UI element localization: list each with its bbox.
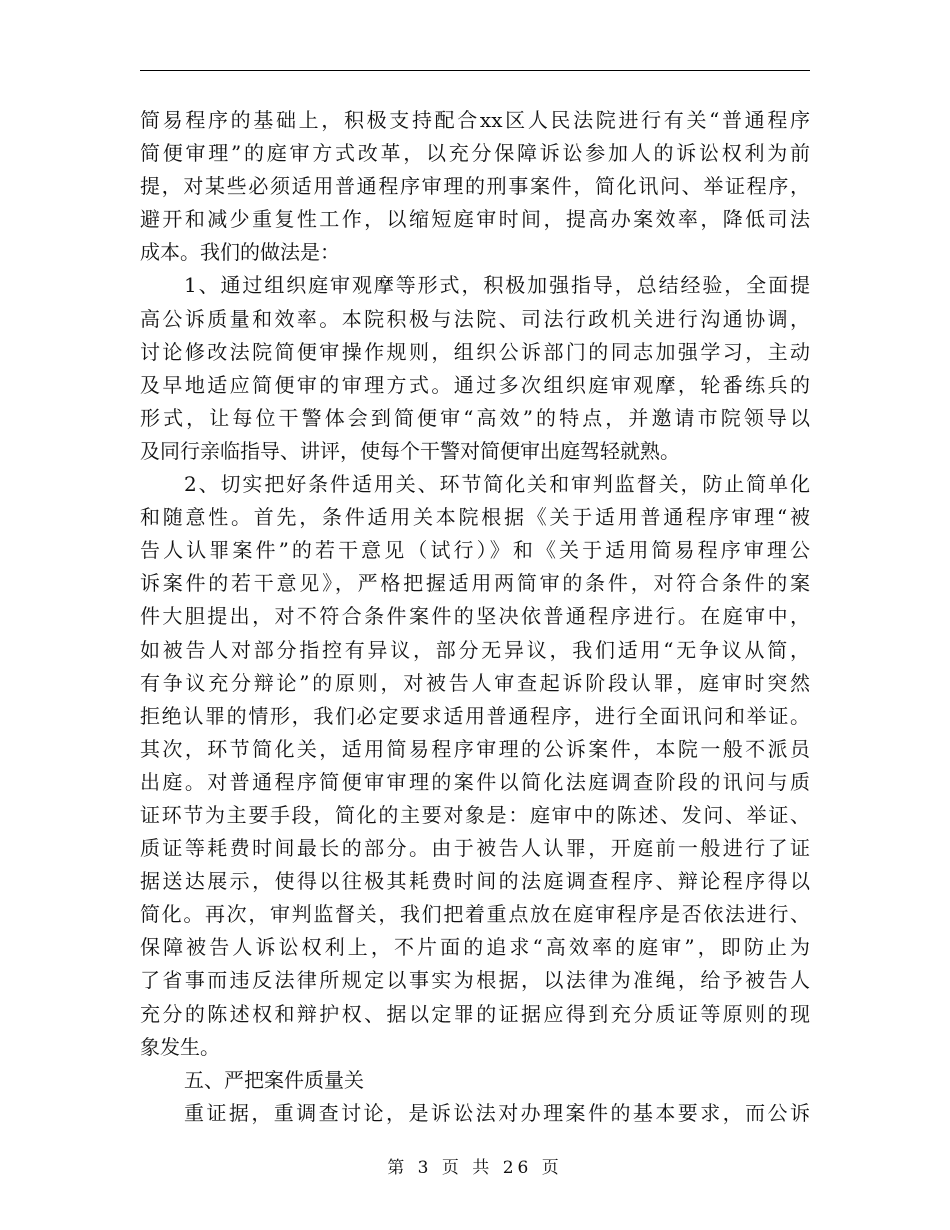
body-text-line: 重证据，重调查讨论，是诉讼法对办理案件的基本要求，而公诉 [184,1100,810,1125]
body-text-line: 质证等耗费时间最长的部分。由于被告人认罪，开庭前一般进行了证 [140,836,810,861]
body-text-line: 充分的陈述权和辩护权、据以定罪的证据应得到充分质证等原则的现 [140,1001,810,1026]
body-text-line: 2、切实把好条件适用关、环节简化关和审判监督关，防止简单化 [184,472,810,497]
body-text-line: 成本。我们的做法是： [140,240,340,265]
body-text-line: 件大胆提出，对不符合条件案件的坚决依普通程序进行。在庭审中， [140,604,810,629]
body-text-line: 和随意性。首先，条件适用关本院根据《关于适用普通程序审理“被 [140,505,810,530]
body-text-line: 及早地适应简便审的审理方式。通过多次组织庭审观摩，轮番练兵的 [140,372,810,397]
body-text-line: 高公诉质量和效率。本院积极与法院、司法行政机关进行沟通协调， [140,306,810,331]
body-text-line: 1、通过组织庭审观摩等形式，积极加强指导，总结经验，全面提 [184,273,810,298]
header-rule [140,70,810,71]
body-text-line: 简便审理”的庭审方式改革，以充分保障诉讼参加人的诉讼权利为前 [140,141,810,166]
body-text-line: 证环节为主要手段，简化的主要对象是：庭审中的陈述、发问、举证、 [140,802,810,827]
body-text-line: 有争议充分辩论”的原则，对被告人审查起诉阶段认罪，庭审时突然 [140,670,810,695]
body-text-line: 避开和减少重复性工作，以缩短庭审时间，提高办案效率，降低司法 [140,207,810,232]
body-text-line: 形式，让每位干警体会到简便审“高效”的特点，并邀请市院领导以 [140,405,810,430]
body-text-line: 诉案件的若干意见》，严格把握适用两简审的条件，对符合条件的案 [140,571,810,596]
body-text-line: 拒绝认罪的情形，我们必定要求适用普通程序，进行全面讯问和举证。 [140,703,810,728]
body-text-line: 提，对某些必须适用普通程序审理的刑事案件，简化讯问、举证程序， [140,174,810,199]
body-text-line: 如被告人对部分指控有异议，部分无异议，我们适用“无争议从简， [140,637,810,662]
body-text-line: 了省事而违反法律所规定以事实为根据，以法律为准绳，给予被告人 [140,968,810,993]
document-body [140,104,810,1130]
body-text-line: 象发生。 [140,1034,220,1059]
body-text-line: 保障被告人诉讼权利上，不片面的追求“高效率的庭审”，即防止为 [140,935,810,960]
body-text-line: 出庭。对普通程序简便审审理的案件以简化法庭调查阶段的讯问与质 [140,769,810,794]
page-footer: 第 3 页 共 26 页 [387,1158,563,1178]
body-text-line: 简化。再次，审判监督关，我们把着重点放在庭审程序是否依法进行、 [140,902,810,927]
body-text-line: 告人认罪案件”的若干意见（试行）》和《关于适用简易程序审理公 [140,538,810,563]
body-text-line: 其次，环节简化关，适用简易程序审理的公诉案件，本院一般不派员 [140,736,810,761]
body-text-line: 简易程序的基础上，积极支持配合xx区人民法院进行有关“普通程序 [140,108,810,132]
body-text-line: 据送达展示，使得以往极其耗费时间的法庭调查程序、辩论程序得以 [140,869,810,894]
body-text-line: 讨论修改法院简便审操作规则，组织公诉部门的同志加强学习，主动 [140,339,810,364]
body-text-line: 及同行亲临指导、讲评，使每个干警对简便审出庭驾轻就熟。 [140,438,680,463]
body-text-line: 五、严把案件质量关 [184,1067,364,1092]
